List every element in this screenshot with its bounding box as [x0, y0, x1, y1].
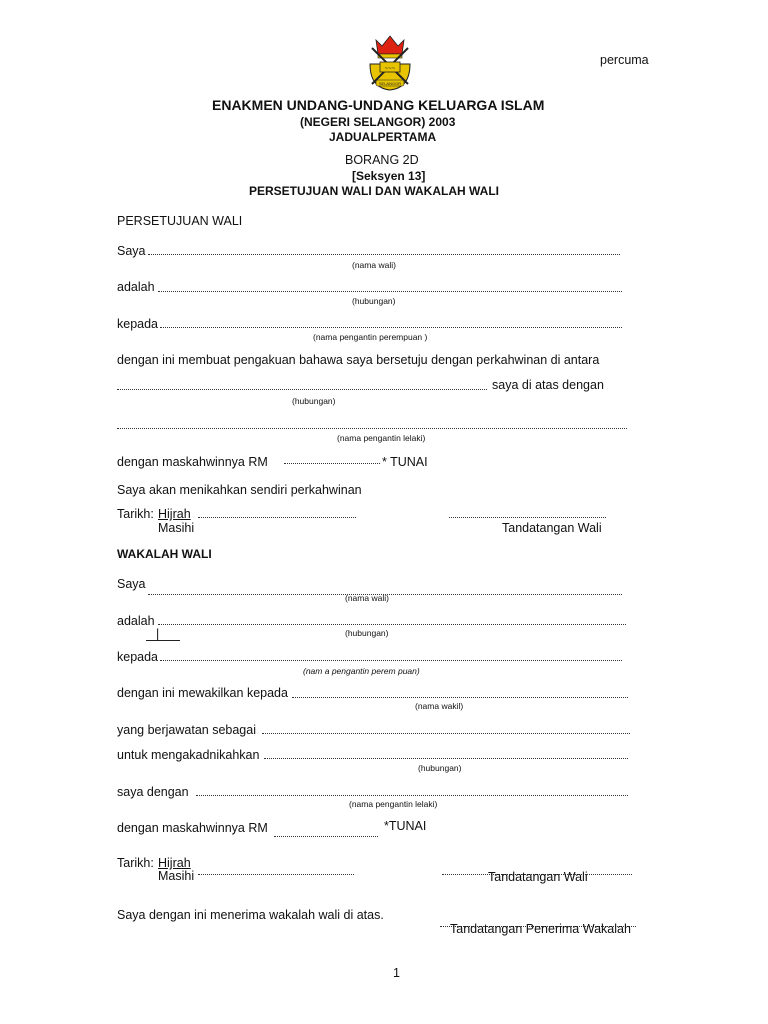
percuma-label: percuma — [600, 53, 649, 67]
stray-mark: | — [156, 627, 160, 641]
nama-lelaki-hint: (nama pengantin lelaki) — [337, 433, 426, 443]
form-number: BORANG 2D — [345, 153, 419, 167]
wakalah-nama-perempuan-hint: (nam a pengantin perem puan) — [303, 666, 420, 676]
wakalah-maskahwin-field[interactable] — [274, 836, 378, 837]
tandatangan-penerima-label: Tandatangan Penerima Wakalah — [450, 922, 631, 936]
pengantin-1-field[interactable] — [117, 389, 487, 390]
wakalah-heading: WAKALAH WALI — [117, 547, 212, 561]
mewakilkan-text: dengan ini mewakilkan kepada — [117, 686, 288, 700]
wakalah-nama-perempuan-field[interactable] — [160, 660, 622, 661]
berjawatan-text: yang berjawatan sebagai — [117, 723, 256, 737]
nikahkan-text: Saya akan menikahkan sendiri perkahwinan — [117, 483, 362, 497]
nama-perempuan-field[interactable] — [160, 327, 622, 328]
nama-lelaki-field[interactable] — [117, 428, 627, 429]
tandatangan-wali-field[interactable] — [449, 517, 606, 518]
maskahwin-label: dengan maskahwinnya RM — [117, 455, 268, 469]
saya-dengan-text: saya dengan — [117, 785, 189, 799]
nama-wali-hint: (nama wali) — [352, 260, 396, 270]
persetujuan-heading: PERSETUJUAN WALI — [117, 214, 243, 228]
wakalah-kepada-label: kepada — [117, 650, 159, 664]
svg-text:~~~: ~~~ — [384, 66, 396, 72]
tandatangan-wali-label: Tandatangan Wali — [502, 521, 602, 535]
stray-line — [146, 640, 180, 641]
wakalah-tarikh-field[interactable] — [198, 874, 354, 875]
wakalah-hubungan-field[interactable] — [158, 624, 626, 625]
hubungan-field[interactable] — [158, 291, 622, 292]
masihi-label: Masihi — [158, 521, 195, 535]
saya-di-atas-text: saya di atas dengan — [492, 378, 604, 392]
akadnikah-text: untuk mengakadnikahkan — [117, 748, 260, 762]
doc-subtitle: (NEGERI SELANGOR) 2003 — [300, 115, 456, 129]
nama-wakil-field[interactable] — [292, 697, 628, 698]
section-label: [Seksyen 13] — [352, 169, 426, 183]
nama-perempuan-hint: (nama pengantin perempuan ) — [313, 332, 428, 342]
wakalah-tunai-label: *TUNAI — [384, 819, 427, 833]
page-number: 1 — [393, 966, 400, 980]
wakalah-nama-lelaki-field[interactable] — [196, 795, 628, 796]
wakalah-tandatangan-label: Tandatangan Wali — [488, 870, 588, 884]
tarikh-label: Tarikh: — [117, 507, 154, 521]
wakalah-nama-wali-hint: (nama wali) — [345, 593, 389, 603]
jawatan-field[interactable] — [262, 733, 630, 734]
maskahwin-field[interactable] — [284, 463, 380, 464]
kepada-label: kepada — [117, 317, 159, 331]
tarikh-hijrah-field[interactable] — [198, 517, 356, 518]
menerima-text: Saya dengan ini menerima wakalah wali di atas. — [117, 908, 384, 922]
tunai-label: * TUNAI — [382, 455, 428, 469]
akadnikah-field[interactable] — [264, 758, 628, 759]
doc-title: ENAKMEN UNDANG-UNDANG KELUARGA ISLAM — [212, 97, 545, 113]
nama-wali-field[interactable] — [148, 254, 620, 255]
akadnikah-hubungan-hint: (hubungan) — [418, 763, 462, 773]
wakalah-maskahwin-label: dengan maskahwinnya RM — [117, 821, 268, 835]
hijrah-label: Hijrah — [158, 507, 191, 521]
wakalah-tarikh-label: Tarikh: — [117, 856, 154, 870]
hubungan-2-hint: (hubungan) — [292, 396, 336, 406]
hubungan-hint: (hubungan) — [352, 296, 396, 306]
schedule-label: JADUALPERTAMA — [329, 130, 437, 144]
adalah-label: adalah — [117, 280, 155, 294]
crest-label: SELANGOR — [378, 81, 402, 86]
pengakuan-text: dengan ini membuat pengakuan bahawa saya bersetuju dengan perkahwinan di antara — [117, 353, 600, 367]
wakalah-hijrah-label: Hijrah — [158, 856, 191, 870]
form-title: PERSETUJUAN WALI DAN WAKALAH WALI — [249, 184, 499, 198]
wakalah-masihi-label: Masihi — [158, 869, 195, 883]
wakalah-nama-lelaki-hint: (nama pengantin lelaki) — [349, 799, 438, 809]
nama-wakil-hint: (nama wakil) — [415, 701, 464, 711]
selangor-crest-icon — [362, 30, 418, 92]
wakalah-adalah-label: adalah — [117, 614, 155, 628]
saya-label: Saya — [117, 244, 146, 258]
wakalah-hubungan-hint: (hubungan) — [345, 628, 389, 638]
wakalah-saya-label: Saya — [117, 577, 146, 591]
